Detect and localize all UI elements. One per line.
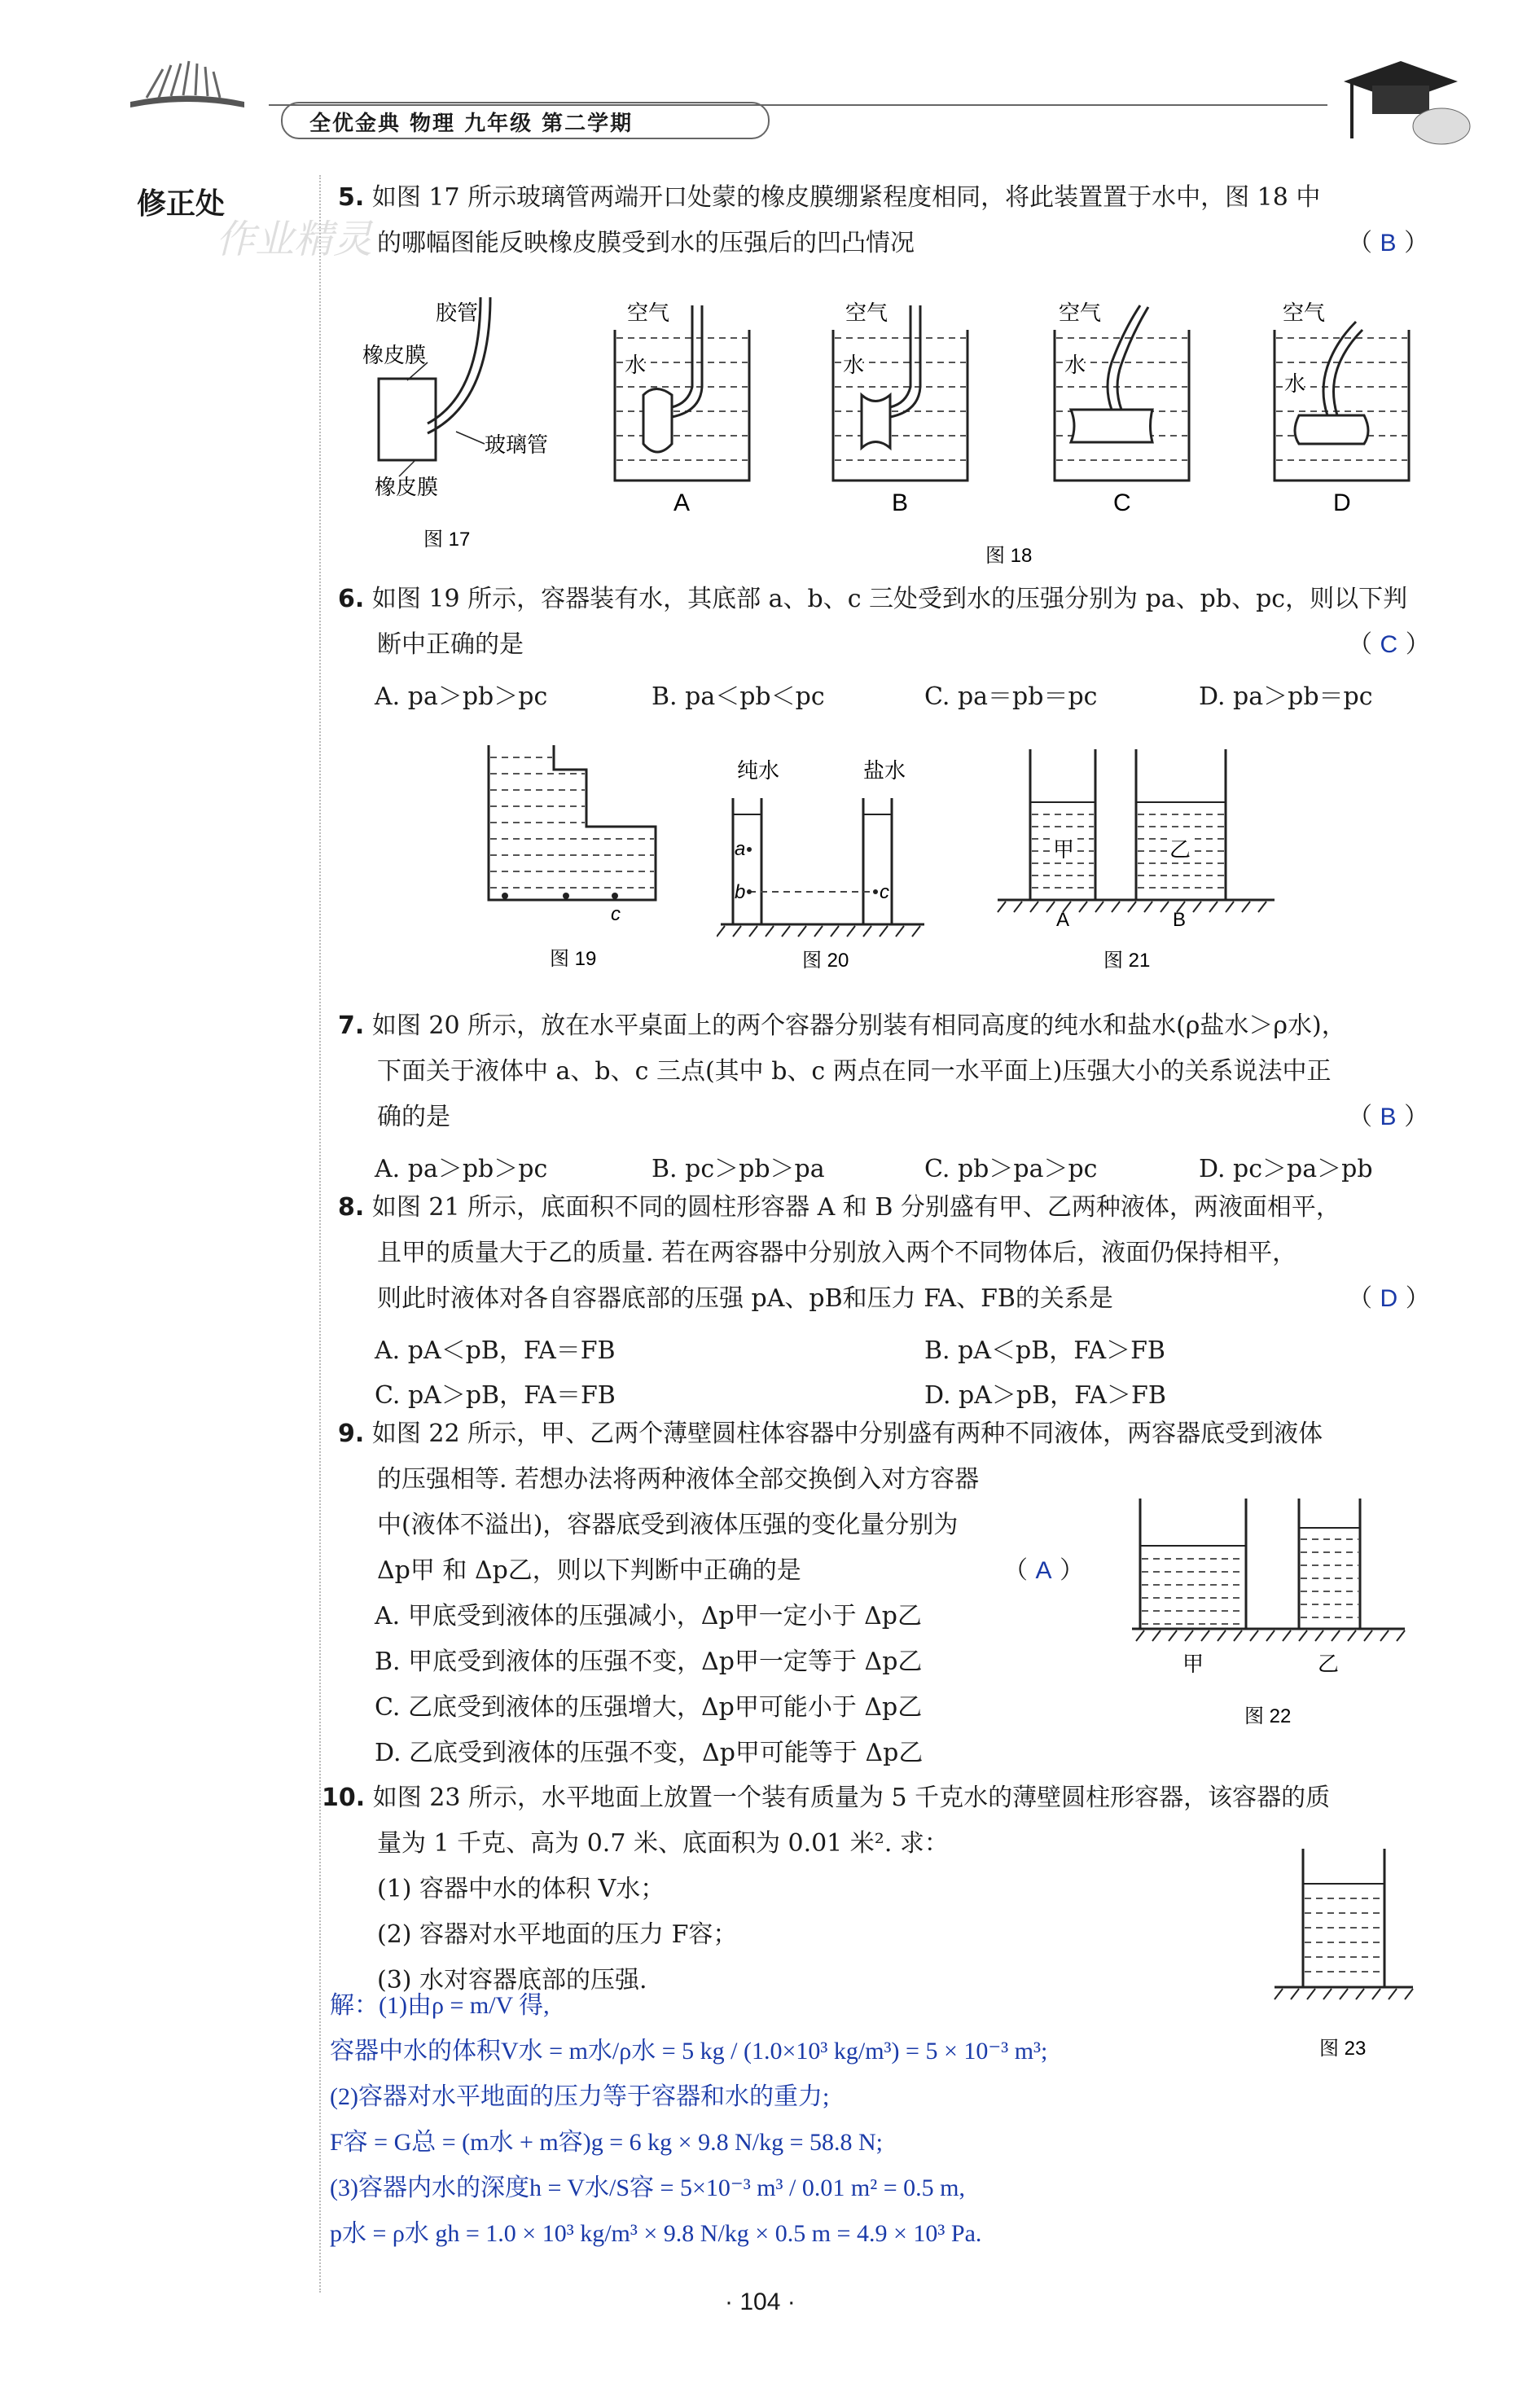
solution-line: 容器中水的体积V水 = m水/ρ水 = 5 kg / (1.0×10³ kg/m³) = 5 × 10⁻³ m³; <box>330 2038 1048 2065</box>
question-text: 且甲的质量大于乙的质量. 若在两容器中分别放入两个不同物体后，液面仍保持相平， <box>377 1239 1297 1267</box>
svg-text:乙: 乙 <box>1169 837 1191 862</box>
graduation-cap-icon <box>1327 49 1474 155</box>
svg-text:空气: 空气 <box>1059 301 1102 325</box>
answer-5: （ B ） <box>1348 229 1429 257</box>
figure-18 <box>607 297 1454 578</box>
question-text: 断中正确的是 <box>377 630 524 659</box>
label-tube: 胶管 <box>436 301 479 325</box>
svg-text:c: c <box>880 881 889 903</box>
svg-text:空气: 空气 <box>627 301 670 325</box>
figure-18-B <box>833 301 967 516</box>
header-decor-cap <box>1327 49 1474 158</box>
option: D. pa＞pb＝pc <box>1199 682 1373 711</box>
option: C. pa＝pb＝pc <box>924 682 1098 711</box>
label-glass: 玻璃管 <box>485 432 549 457</box>
header-decor-book <box>122 57 252 114</box>
question-text: 确的是 <box>377 1103 450 1131</box>
svg-text:B: B <box>1173 909 1187 931</box>
question-6: 6. 如图 19 所示，容器装有水，其底部 a、b、c 三处受到水的压强分别为 pa、pb、pc，则以下判 断中正确的是 <box>338 585 1408 659</box>
solution-line: p水 = ρ水 gh = 1.0 × 10³ kg/m³ × 9.8 N/kg × 0.5 m = 4.9 × 10³ Pa. <box>330 2220 982 2247</box>
svg-text:D: D <box>1333 489 1351 516</box>
question-text: 中(液体不溢出)，容器底受到液体压强的变化量分别为 <box>377 1511 959 1539</box>
figure-18-C <box>1055 301 1189 516</box>
options-8: A. pA＜pB，FA＝FB B. pA＜pB，FA＞FB C. pA＞pB，FA＝FB D. pA＞pB，FA＞FB <box>375 1336 1166 1410</box>
question-text: 的哪幅图能反映橡皮膜受到水的压强后的凹凸情况 <box>377 229 915 257</box>
label-membrane-bottom: 橡皮膜 <box>375 475 439 499</box>
question-text: Δp甲 和 Δp乙，则以下判断中正确的是 <box>377 1556 801 1585</box>
question-text: 则此时液体对各自容器底部的压强 pA、pB和压力 FA、FB的关系是 <box>377 1284 1113 1313</box>
question-10: 10. 如图 23 所示，水平地面上放置一个装有质量为 5 千克水的薄壁圆柱形容器，该容器的质 量为 1 千克、高为 0.7 米、底面积为 0.01 米². 求： <box>322 1784 1331 1858</box>
solution-line: F容 = G总 = (m水 + m容)g = 6 kg × 9.8 N/kg = 58.8 N; <box>330 2129 884 2156</box>
question-number: 5. <box>338 183 365 212</box>
solution-line: (2)容器对水平地面的压力等于容器和水的重力; <box>330 2083 830 2110</box>
figure-22 <box>1132 1490 1425 1735</box>
option: B. pa＜pb＜pc <box>652 682 825 711</box>
svg-text:A: A <box>673 489 691 516</box>
svg-text:盐水: 盐水 <box>863 758 906 783</box>
question-7: 7. 如图 20 所示，放在水平桌面上的两个容器分别装有相同高度的纯水和盐水(ρ盐水＞ρ水)， 下面关于液体中 a、b、c 三点(其中 b、c 两点在同一水平面上)压强大小的关系说法中正 确的是 <box>338 1011 1346 1131</box>
figure-caption: 图 22 <box>1244 1705 1292 1727</box>
figure-18-A <box>615 301 749 516</box>
header-line <box>269 104 1327 106</box>
svg-text:水: 水 <box>1284 371 1306 396</box>
answer-6: （ C ） <box>1348 630 1430 659</box>
label-membrane-top: 橡皮膜 <box>362 343 427 367</box>
watermark: 作业精灵 <box>216 217 373 262</box>
figure-caption: 图 17 <box>423 529 471 551</box>
solution-line: (3)容器内水的深度h = V水/S容 = 5×10⁻³ m³ / 0.01 m² = 0.5 m, <box>330 2174 965 2201</box>
figure-21 <box>989 745 1291 981</box>
svg-text:A: A <box>1056 909 1070 931</box>
svg-text:水: 水 <box>625 353 647 377</box>
question-8: 8. 如图 21 所示，底面积不同的圆柱形容器 A 和 B 分别盛有甲、乙两种液体，两液面相平， 且甲的质量大于乙的质量. 若在两容器中分别放入两个不同物体后，液面仍保持相平， 则此时液体对各自容器底部的压强 pA、pB和压力 FA、FB的关系是 <box>338 1193 1340 1313</box>
svg-text:水: 水 <box>843 353 865 377</box>
svg-text:B: B <box>892 489 909 516</box>
answer-7: （ B ） <box>1348 1103 1429 1131</box>
question-text: 如图 22 所示，甲、乙两个薄壁圆柱体容器中分别盛有两种不同液体，两容器底受到液体 <box>371 1420 1323 1448</box>
svg-text:空气: 空气 <box>1283 301 1326 325</box>
figure-caption: 图 21 <box>1103 950 1151 972</box>
svg-text:c: c <box>611 903 621 925</box>
figure-20 <box>717 753 961 981</box>
svg-text:乙: 乙 <box>1318 1652 1340 1676</box>
figure-caption: 图 18 <box>985 545 1033 567</box>
options-9: A. 甲底受到液体的压强减小，Δp甲一定小于 Δp乙 B. 甲底受到液体的压强不变，Δp甲一定等于 Δp乙 C. 乙底受到液体的压强增大，Δp甲可能小于 Δp乙 D. 乙底受到液体的压强不变，Δp甲可能等于 Δp乙 <box>375 1602 924 1767</box>
svg-text:空气: 空气 <box>845 301 888 325</box>
question-text: 如图 19 所示，容器装有水，其底部 a、b、c 三处受到水的压强分别为 pa、pb、pc，则以下判 <box>371 585 1408 613</box>
svg-text:甲: 甲 <box>1053 837 1075 862</box>
figure-17 <box>350 289 562 558</box>
svg-text:a: a <box>735 838 746 860</box>
question-9: 9. 如图 22 所示，甲、乙两个薄壁圆柱体容器中分别盛有两种不同液体，两容器底受到液体 的压强相等. 若想办法将两种液体全部交换倒入对方容器 中(液体不溢出)，容器底受到液体压强的变化量分别为 Δp甲 和 Δp乙，则以下判断中正确的是 <box>338 1420 1323 1585</box>
svg-text:纯水: 纯水 <box>737 758 780 783</box>
subquestions-10: (1) 容器中水的体积 V水； (2) 容器对水平地面的压力 F容； (3) 水对容器底部的压强. <box>377 1875 738 1994</box>
margin-divider <box>319 175 322 2293</box>
book-icon <box>122 57 252 114</box>
solution-line: 解：(1)由ρ = m/V 得, <box>330 1992 550 2019</box>
svg-text:水: 水 <box>1064 353 1086 377</box>
margin-label: 修正处 <box>137 187 226 221</box>
question-text: 如图 20 所示，放在水平桌面上的两个容器分别装有相同高度的纯水和盐水(ρ盐水＞ρ水)， <box>371 1011 1346 1040</box>
figure-caption: 图 23 <box>1319 2038 1367 2060</box>
figure-19 <box>480 737 676 981</box>
page-number: · 104 · <box>725 2288 796 2315</box>
answer-9: （ A ） <box>1003 1556 1085 1585</box>
option: A. pa＞pb＞pc <box>375 682 548 711</box>
question-text: 量为 1 千克、高为 0.7 米、底面积为 0.01 米². 求： <box>377 1829 949 1858</box>
solution <box>330 1983 1470 2257</box>
svg-text:C: C <box>1113 489 1131 516</box>
question-text: 如图 21 所示，底面积不同的圆柱形容器 A 和 B 分别盛有甲、乙两种液体，两液面相平， <box>371 1193 1340 1222</box>
question-text: 的压强相等. 若想办法将两种液体全部交换倒入对方容器 <box>377 1465 980 1494</box>
svg-text:甲: 甲 <box>1182 1652 1204 1676</box>
header-title: 全优金典 物理 九年级 第二学期 <box>309 112 634 136</box>
figure-18-D <box>1275 301 1409 516</box>
question-text: 如图 23 所示，水平地面上放置一个装有质量为 5 千克水的薄壁圆柱形容器，该容器的质 <box>372 1784 1331 1812</box>
figure-caption: 图 19 <box>550 948 597 970</box>
answer-8: （ D ） <box>1348 1284 1430 1313</box>
question-text: 如图 17 所示玻璃管两端开口处蒙的橡皮膜绷紧程度相同，将此装置置于水中，图 18 中 <box>371 183 1321 212</box>
question-text: 下面关于液体中 a、b、c 三点(其中 b、c 两点在同一水平面上)压强大小的关系说法中正 <box>377 1057 1332 1086</box>
question-5 <box>338 175 1462 266</box>
answer-value: B <box>1380 230 1397 257</box>
figure-caption: 图 20 <box>802 950 849 972</box>
svg-text:b: b <box>735 881 746 903</box>
